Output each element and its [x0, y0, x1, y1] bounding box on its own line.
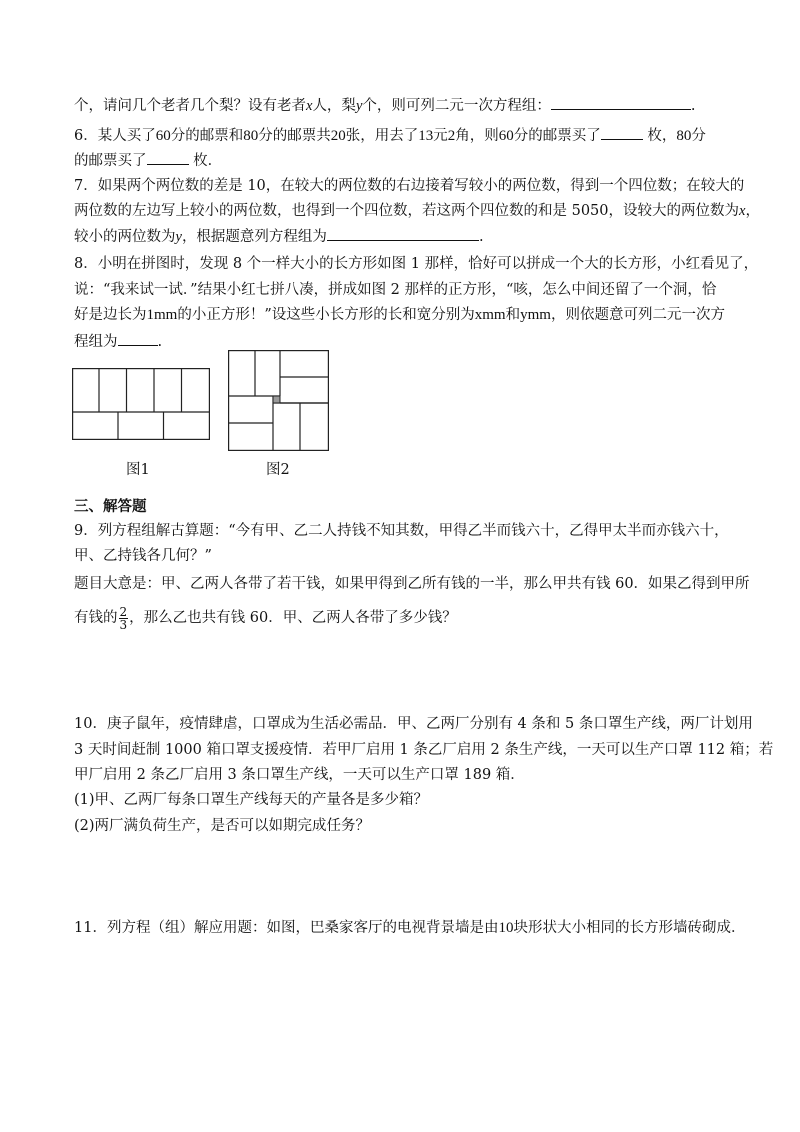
- figure-2-caption: 图2: [266, 462, 290, 478]
- var-y: y: [355, 98, 363, 114]
- period: .: [478, 229, 484, 245]
- q7-text: 两位数的左边写上较小的两位数，也得到一个四位数，若这两个四位数的和是 5050，设较大的两位数为: [74, 203, 740, 219]
- q9-line-2: 甲、乙持钱各几何？”: [74, 548, 212, 564]
- var-x: x: [306, 98, 313, 114]
- q6-text: 分: [691, 128, 706, 144]
- section-heading: 三、解答题: [74, 498, 147, 515]
- q8-unit: ymm: [520, 307, 551, 323]
- q7-line-1: 7．如果两个两位数的差是 10，在较大的两位数的右边接着写较小的两位数，得到一个四位数；在较大的: [74, 178, 745, 194]
- period: .: [157, 334, 163, 350]
- fraction-denominator: 3: [119, 617, 128, 632]
- q7-text: ，根据题意列方程组为: [181, 229, 327, 245]
- q8-unit: 1mm: [146, 307, 178, 323]
- q9-text: 有钱的: [74, 610, 118, 626]
- q8-line-2: 说：“我来试一试．”结果小红七拼八凑，拼成如图 2 那样的正方形，“咳，怎么中间还留了一个洞，恰: [74, 282, 717, 298]
- q6-text: 6．某人买了: [74, 128, 156, 144]
- q9-line-4: [74, 604, 457, 632]
- q10-line-1: 10．庚子鼠年，疫情肆虐，口罩成为生活必需品．甲、乙两厂分别有 4 条和 5 条口罩生产线，两厂计划用: [74, 716, 753, 732]
- q6-number: 60: [498, 128, 514, 144]
- q6-number: 20: [330, 128, 346, 144]
- q6-number: 2: [447, 128, 456, 144]
- q8-unit: xmm: [474, 307, 506, 323]
- q8-line-1: 8．小明在拼图时，发现 8 个一样大小的长方形如图 1 那样，恰好可以拼成一个大的长方形，小红看见了，: [74, 256, 759, 272]
- figure-1-rectangles: [72, 368, 210, 440]
- q5-text: 个，请问几个老者几个梨？设有老者: [74, 98, 306, 114]
- figure-1-caption: 图1: [126, 462, 150, 478]
- answer-blank[interactable]: [551, 95, 691, 110]
- q8-line-4: [74, 331, 162, 352]
- q9-text: ，那么乙也共有钱 60．甲、乙两人各带了多少钱？: [129, 610, 457, 626]
- q6-number: 13: [418, 128, 434, 144]
- q7-line-2: [74, 201, 760, 221]
- q8-text: 和: [505, 307, 521, 323]
- fig1-outer-rect: [73, 369, 210, 440]
- q6-text: 元: [433, 128, 448, 144]
- q8-text: 程组为: [74, 334, 118, 350]
- q9-line-1: 9．列方程组解古算题：“今有甲、乙二人持钱不知其数，甲得乙半而钱六十，乙得甲太半而亦钱六十，: [74, 523, 729, 539]
- q8-text: ，则依题意可列二元一次方: [550, 307, 725, 323]
- q6-text: 张，用去了: [345, 128, 419, 144]
- q7-line-3: [74, 226, 484, 247]
- fraction: [119, 606, 129, 631]
- answer-blank[interactable]: [118, 331, 158, 346]
- q6-text: 枚．: [193, 153, 223, 169]
- period: .: [690, 98, 696, 114]
- q6-text: 分的邮票买了: [513, 128, 601, 144]
- var-x: x: [739, 203, 746, 219]
- q6-text: 角，则: [455, 128, 499, 144]
- q5-mid: 人，梨: [312, 98, 356, 114]
- q9-line-3: 题目大意是：甲、乙两人各带了若干钱，如果甲得到乙所有钱的一半，那么甲共有钱 60．如果乙得到甲所: [74, 576, 750, 592]
- var-y: y: [175, 229, 182, 245]
- q6-number: 80: [243, 128, 259, 144]
- answer-blank[interactable]: [327, 226, 479, 241]
- q6-number: 60: [155, 128, 171, 144]
- q11-text: 11．列方程（组）解应用题：如图，巴桑家客厅的电视背景墙是由: [74, 920, 499, 936]
- q6-line-2: [74, 150, 222, 171]
- q6-text: 分的邮票和: [170, 128, 244, 144]
- q11-line-1: [74, 918, 745, 938]
- fraction-numerator: 2: [119, 604, 128, 619]
- q7-text: ，: [745, 203, 760, 219]
- q8-line-3: [74, 305, 725, 325]
- q6-text: 枚，: [647, 128, 677, 144]
- q6-line-1: [74, 125, 706, 146]
- q10-subquestion-1: (1)甲、乙两厂每条口罩生产线每天的产量各是多少箱？: [74, 792, 429, 808]
- fig2-center-hole: [273, 396, 280, 403]
- q10-subquestion-2: (2)两厂满负荷生产，是否可以如期完成任务？: [74, 818, 371, 834]
- q6-text: 的邮票买了: [74, 153, 147, 169]
- q10-line-3: 甲厂启用 2 条乙厂启用 3 条口罩生产线，一天可以生产口罩 189 箱．: [74, 767, 525, 783]
- q7-text: 较小的两位数为: [74, 229, 176, 245]
- q10-line-2: 3 天时间赶制 1000 箱口罩支援疫情．若甲厂启用 1 条乙厂启用 2 条生产线，一天可以生产口罩 112 箱；若: [74, 742, 774, 758]
- q11-text: 块形状大小相同的长方形墙砖砌成．: [513, 920, 746, 936]
- q6-number: 80: [676, 128, 692, 144]
- answer-blank[interactable]: [147, 150, 189, 165]
- q11-number: 10: [498, 920, 514, 936]
- figure-2-square: [228, 350, 330, 452]
- q5-end: 个，则可列二元一次方程组：: [362, 98, 551, 114]
- q6-text: 分的邮票共: [258, 128, 331, 144]
- q8-text: 的小正方形！”设这些小长方形的长和宽分别为: [177, 307, 475, 323]
- answer-blank[interactable]: [601, 125, 643, 140]
- q8-text: 好是边长为: [74, 307, 147, 323]
- q5-tail-line: [74, 95, 695, 116]
